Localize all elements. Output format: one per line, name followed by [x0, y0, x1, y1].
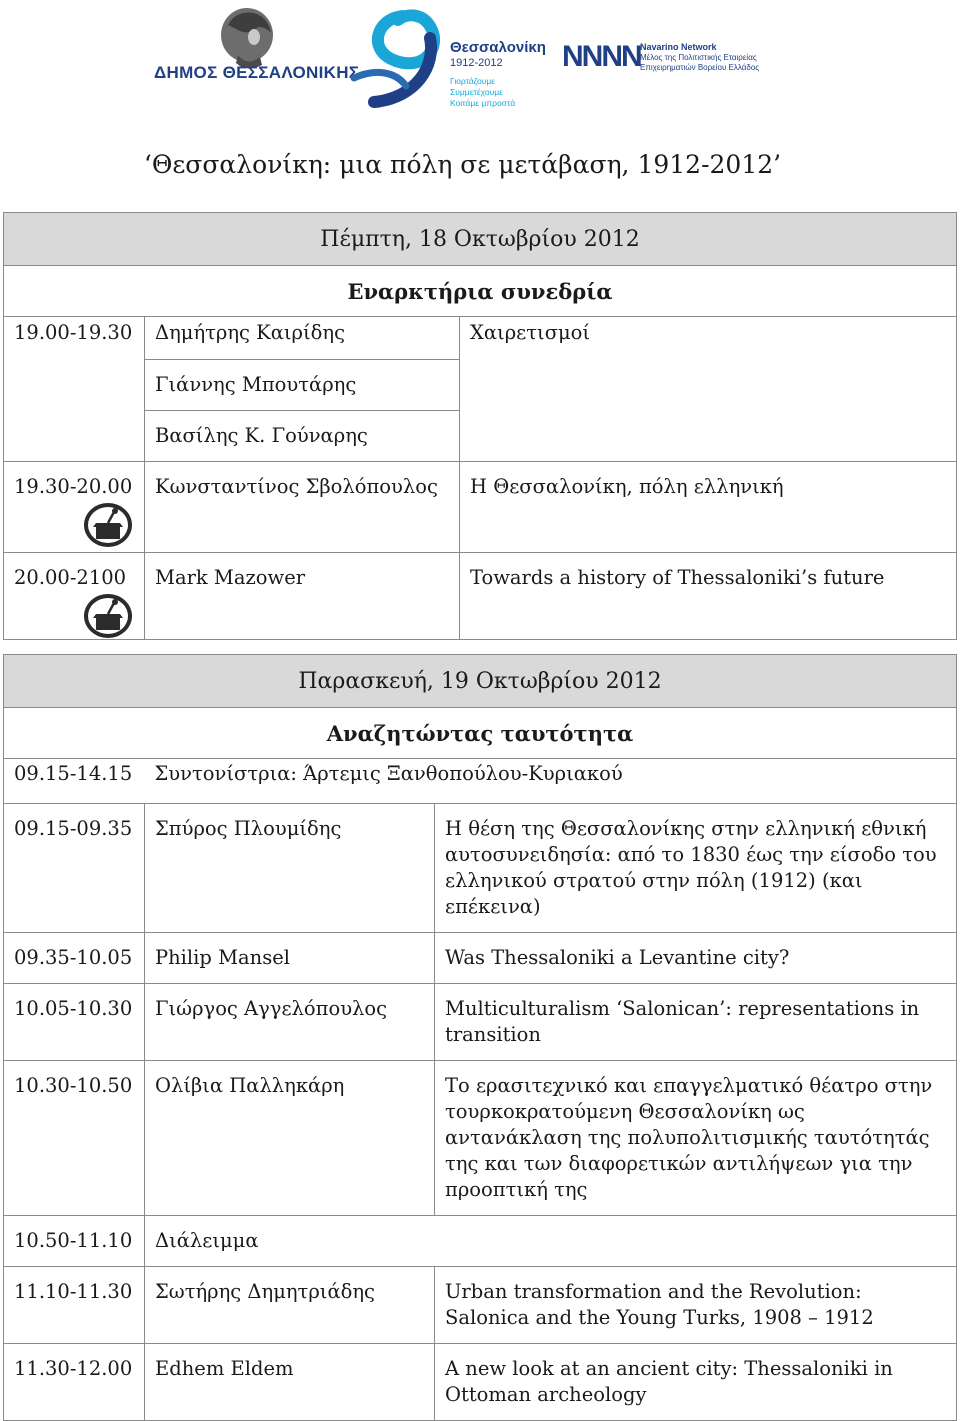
alexander-head-icon — [150, 5, 360, 105]
topic-cell — [460, 411, 957, 462]
network-mark: NNNN — [562, 40, 641, 73]
topic-cell: Multiculturalism ‘Salonican’: representations in transition — [435, 984, 957, 1061]
speaker-cell: Βασίλης Κ. Γούναρης — [145, 411, 460, 462]
topic-cell: Χαιρετισμοί — [460, 317, 957, 360]
topic-cell — [435, 1216, 957, 1267]
chair-row — [4, 759, 957, 804]
break-label: Διάλειμμα — [145, 1216, 435, 1267]
speaker-cell: Δημήτρης Καιρίδης — [145, 317, 460, 360]
document-title: ‘Θεσσαλονίκη: μια πόλη σε μετάβαση, 1912-2012’ — [143, 150, 782, 179]
chair-cell: Συντονίστρια: Άρτεμις Ξανθοπούλου-Κυριακού — [145, 759, 957, 804]
speaker-lectern-icon — [82, 593, 134, 639]
anniversary-line-3: Κοιτάμε μπροστά — [450, 98, 516, 108]
municipality-name: ΔΗΜΟΣ ΘΕΣΣΑΛΟΝΙΚΗΣ — [154, 63, 360, 82]
time-cell: 11.10-11.30 — [4, 1267, 145, 1344]
time-cell: 09.35-10.05 — [4, 933, 145, 984]
table-row — [4, 1061, 957, 1216]
time-value: 20.00-2100 — [14, 566, 127, 589]
anniversary-logo — [346, 6, 546, 112]
network-line-2: Επιχειρηματιών Βορείου Ελλάδος — [640, 63, 760, 72]
table-row — [4, 933, 957, 984]
anniversary-line-2: Συμμετέχουμε — [450, 87, 503, 97]
network-name: Navarino Network — [640, 42, 717, 52]
speaker-cell: Philip Mansel — [145, 933, 435, 984]
day2-program-table — [3, 654, 957, 1421]
anniversary-line-1: Γιορτάζουμε — [450, 76, 496, 86]
day2-session-title: Αναζητώντας ταυτότητα — [4, 708, 957, 759]
navarino-network-logo — [562, 40, 792, 80]
topic-cell: Towards a history of Thessaloniki’s future — [460, 553, 957, 640]
ribbon-9-logo-icon — [346, 6, 466, 112]
time-cell — [4, 462, 145, 553]
speaker-cell: Γιώργος Αγγελόπουλος — [145, 984, 435, 1061]
table-row — [4, 411, 957, 462]
topic-cell: Η Θεσσαλονίκη, πόλη ελληνική — [460, 462, 957, 553]
speaker-cell: Mark Mazower — [145, 553, 460, 640]
topic-cell: Το ερασιτεχνικό και επαγγελματικό θέατρο στην τουρκοκρατούμενη Θεσσαλονίκη ως αντανάκλαση της πολυπολιτισμικής ταυτότητάς της και των διαφορετικών αντιλήψεων για την προοπτική της — [435, 1061, 957, 1216]
table-row — [4, 553, 957, 640]
table-row — [4, 804, 957, 933]
time-cell: 10.50-11.10 — [4, 1216, 145, 1267]
time-cell: 10.05-10.30 — [4, 984, 145, 1061]
time-cell — [4, 360, 145, 411]
speaker-cell: Σπύρος Πλουμίδης — [145, 804, 435, 933]
topic-cell: Was Thessaloniki a Levantine city? — [435, 933, 957, 984]
break-row — [4, 1216, 957, 1267]
table-row — [4, 462, 957, 553]
speaker-cell: Ολίβια Παλληκάρη — [145, 1061, 435, 1216]
anniversary-city: Θεσσαλονίκη — [450, 39, 546, 56]
topic-cell: Urban transformation and the Revolution: Salonica and the Young Turks, 1908 – 1912 — [435, 1267, 957, 1344]
topic-cell: A new look at an ancient city: Thessaloniki in Ottoman archeology — [435, 1344, 957, 1421]
table-row — [4, 317, 957, 360]
speaker-cell: Κωνσταντίνος Σβολόπουλος — [145, 462, 460, 553]
day1-program-table — [3, 212, 957, 640]
table-row — [4, 1267, 957, 1344]
time-cell: 11.30-12.00 — [4, 1344, 145, 1421]
day1-session-title: Εναρκτήρια συνεδρία — [4, 266, 957, 317]
table-row — [4, 984, 957, 1061]
time-cell: 09.15-14.15 — [4, 759, 145, 804]
speaker-cell: Γιάννης Μπουτάρης — [145, 360, 460, 411]
time-cell: 19.00-19.30 — [4, 317, 145, 360]
day1-date: Πέμπτη, 18 Οκτωβρίου 2012 — [4, 213, 957, 266]
municipality-logo — [150, 5, 360, 105]
time-cell — [4, 411, 145, 462]
network-line-1: Μέλος της Πολιτιστικής Εταιρείας — [640, 53, 757, 62]
speaker-cell: Edhem Eldem — [145, 1344, 435, 1421]
time-cell: 10.30-10.50 — [4, 1061, 145, 1216]
time-cell — [4, 553, 145, 640]
time-cell: 09.15-09.35 — [4, 804, 145, 933]
speaker-cell: Σωτήρης Δημητριάδης — [145, 1267, 435, 1344]
speaker-lectern-icon — [82, 502, 134, 548]
time-value: 19.30-20.00 — [14, 475, 133, 498]
topic-cell — [460, 360, 957, 411]
topic-cell: Η θέση της Θεσσαλονίκης στην ελληνική εθνική αυτοσυνειδησία: από το 1830 έως την είσοδο του ελληνικού στρατού στην πόλη (1912) (και επέκεινα) — [435, 804, 957, 933]
table-row — [4, 1344, 957, 1421]
logo-strip — [0, 0, 960, 115]
anniversary-years: 1912-2012 — [450, 57, 503, 69]
day2-date: Παρασκευή, 19 Οκτωβρίου 2012 — [4, 655, 957, 708]
table-row — [4, 360, 957, 411]
